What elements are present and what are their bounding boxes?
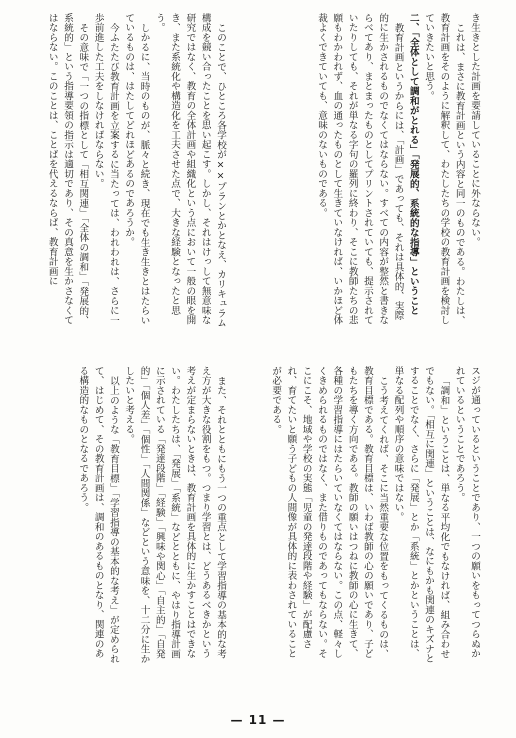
paragraph: こう考えてくれば、そこに当然重要な位置をもってくるものは、教育目標である。教育目標は、いわば教師の心の願いであり、子どもたちを導く方向である。教師の願いはつねに教師の心に生きて、各種の学習指導にはたらいていなくてはならない。この点、軽々しくきめられるものではなく、また借りものであってもならない。そこにこそ、地域や学校の実態「児童の発達段階や経験」が配慮され、育てたいと願う子どもの人間像が具体的に表わされていることが必要である。: [270, 366, 389, 659]
paragraph: このことで、ひところ各学校が××プランとかとなえ、カリキュラム構成を競い合ったことを思い起こす。しかし、それはけっして無意味な研究ではなく、教育の全体計画や組織化という点において一般の眼を開き、また系統化や構造化を工夫させた点で、大きな経験となったと思う。: [153, 13, 226, 328]
section-heading: 二、「全体として調和がとれる」「発展的、系統的な指導」ということ: [407, 13, 419, 316]
paragraph: しかるに、当時のものが、脈々と続き、現在でも生き生きとはたらいているものは、はたしてどれほどあるのであろうか。: [123, 13, 150, 325]
paragraph: 以上のような「教育目標」「学習指導の基本的な考え」が定められて、はじめて、その教育計画は、調和のあるものとなり、関連のある構造的なものとなるであろう。: [77, 366, 119, 664]
upper-right-column: [262, 13, 482, 329]
upper-left-column: [28, 13, 228, 329]
lower-left-column: [28, 366, 228, 664]
paragraph: その意味で「一つの指標として「相互関連」「全体の調和」「発展的、系統的」という指導要領の指示は適切であり、その真意を生かさなくてはならない。このことは、ことばを代えるならば、教育計画に: [46, 13, 89, 325]
paragraph: これは、まさに教育計画という内容と同一のものである。わたしは、教育計画をそのように解釈して、わたしたちの学校の教育計画を検討していきたいと思う。: [423, 13, 465, 325]
paragraph: 今ふたたび教育計画を立案するに当たっては、われわれは、さらに一歩前進した工夫をしなければならない。: [92, 13, 119, 325]
lower-right-column: [262, 366, 482, 664]
paragraph: スジが通っているということであり、一つの願いをもってつらぬかれているということであろう。: [453, 366, 480, 659]
paragraph: 「調和」ということは、単なる平均化でもなければ、組み合わせでもない。「相互に関連」ということは、なにもかも関連のキズナとすることでなく、さらに「発展」とか「系統」とかということは、単なる配列や順序の意味ではない。: [392, 366, 450, 664]
paragraph: また、それとともにもう一つの重点として学習指導の基本的な考え方が大きな役割をもつ。つまり学習とは、どうあるべきかという考えが定まらないときは、教育計画を具体的に生かすことはできない。わたしたちは、「発展」「系統」などとともに、やはり指導計画に示されている「発達段階」「経験」「興味や関心」「自主的」「自発的」「個人差」「個性」「人間関係」などという意味を、十二分に生かしたいと考える。: [123, 366, 226, 664]
paragraph: き生きとした計画を要請していることに外ならない。: [469, 13, 480, 247]
paragraph: 教育計画というからには、「計画」であっても、それは具体的、実際的に生かされるものでなくてはならない。すべての内容が整然と書きならべてあり、まとまったものとしてプリントされていても、提示されていたりしても、それが単なる字句の羅列に終わり、そこに教師たちの悲願もわかわれず、血の通ったものとして生きていなければ、いかほど体裁よくできていても、意味のないものである。: [316, 13, 404, 325]
page-number: — 11 —: [230, 713, 286, 727]
